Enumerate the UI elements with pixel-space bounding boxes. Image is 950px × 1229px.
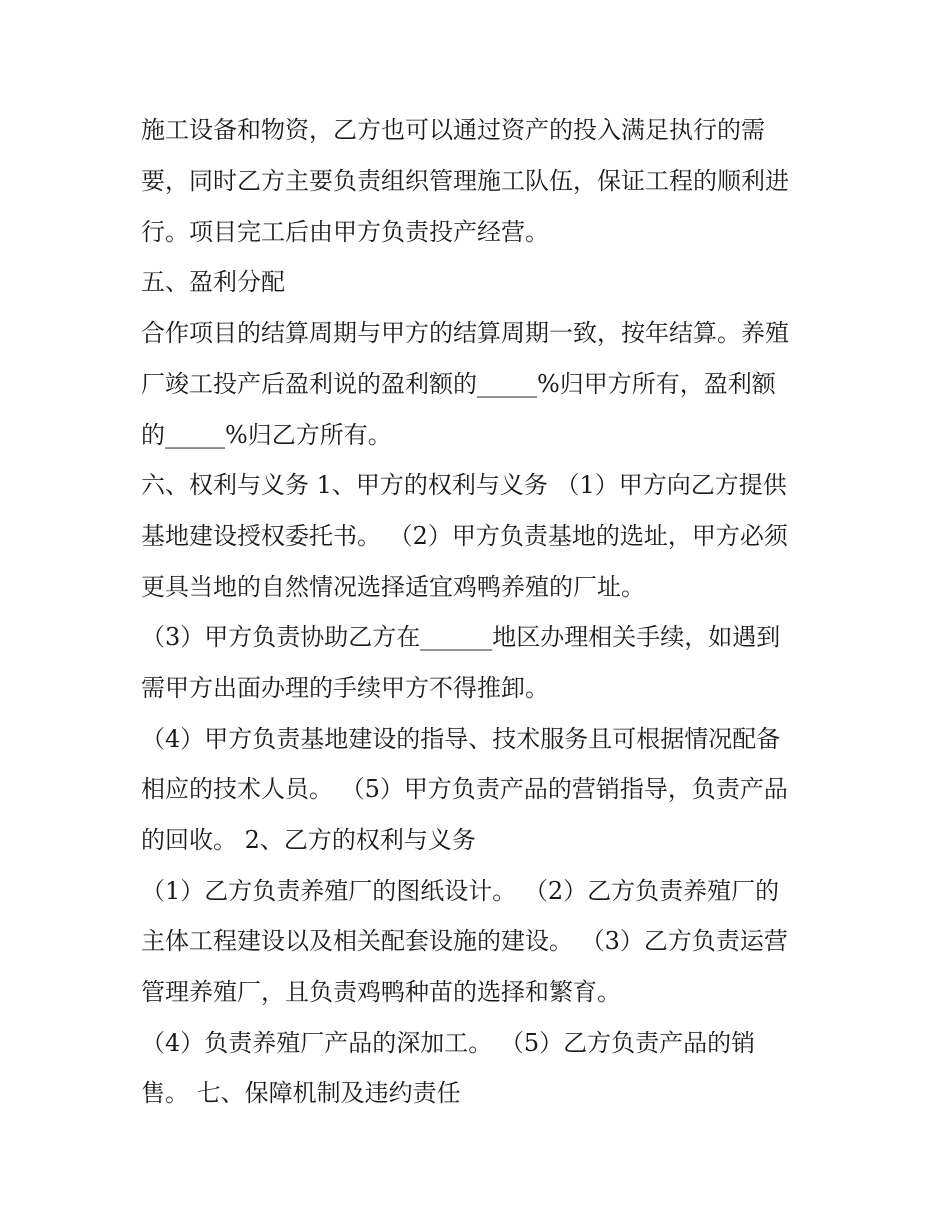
paragraph-line: 管理养殖厂，且负责鸡鸭种苗的选择和繁育。 bbox=[141, 978, 621, 1006]
paragraph-line: 的回收。 2、乙方的权利与义务 bbox=[141, 826, 476, 854]
paragraph-line: 基地建设授权委托书。 （2）甲方负责基地的选址，甲方必须 bbox=[141, 522, 788, 550]
paragraph-line: 要，同时乙方主要负责组织管理施工队伍，保证工程的顺利进 bbox=[141, 167, 789, 195]
paragraph-line: 厂竣工投产后盈利说的盈利额的_____%归甲方所有，盈利额 bbox=[141, 370, 776, 398]
paragraph-line: 合作项目的结算周期与甲方的结算周期一致，按年结算。养殖 bbox=[141, 319, 789, 347]
paragraph-line: 的_____%归乙方所有。 bbox=[141, 421, 392, 449]
section-heading: 六、权利与义务 1、甲方的权利与义务 （1）甲方向乙方提供 bbox=[141, 471, 787, 499]
paragraph-line: （3）甲方负责协助乙方在______地区办理相关手续，如遇到 bbox=[141, 623, 781, 651]
paragraph-line: （4）甲方负责基地建设的指导、技术服务且可根据情况配备 bbox=[141, 725, 781, 753]
paragraph-line: （1）乙方负责养殖厂的图纸设计。 （2）乙方负责养殖厂的 bbox=[141, 877, 780, 905]
paragraph-line: （4）负责养殖厂产品的深加工。 （5）乙方负责产品的销 bbox=[141, 1029, 756, 1057]
paragraph-line: 相应的技术人员。 （5）甲方负责产品的营销指导，负责产品 bbox=[141, 775, 788, 803]
paragraph-line: 施工设备和物资，乙方也可以通过资产的投入满足执行的需 bbox=[141, 116, 765, 144]
paragraph-line: 主体工程建设以及相关配套设施的建设。 （3）乙方负责运营 bbox=[141, 927, 788, 955]
paragraph-line: 更具当地的自然情况选择适宜鸡鸭养殖的厂址。 bbox=[141, 573, 645, 601]
section-heading: 五、盈利分配 bbox=[141, 268, 285, 296]
paragraph-line: 需甲方出面办理的手续甲方不得推卸。 bbox=[141, 674, 549, 702]
paragraph-line: 售。 七、保障机制及违约责任 bbox=[141, 1079, 461, 1107]
paragraph-line: 行。项目完工后由甲方负责投产经营。 bbox=[141, 218, 549, 246]
